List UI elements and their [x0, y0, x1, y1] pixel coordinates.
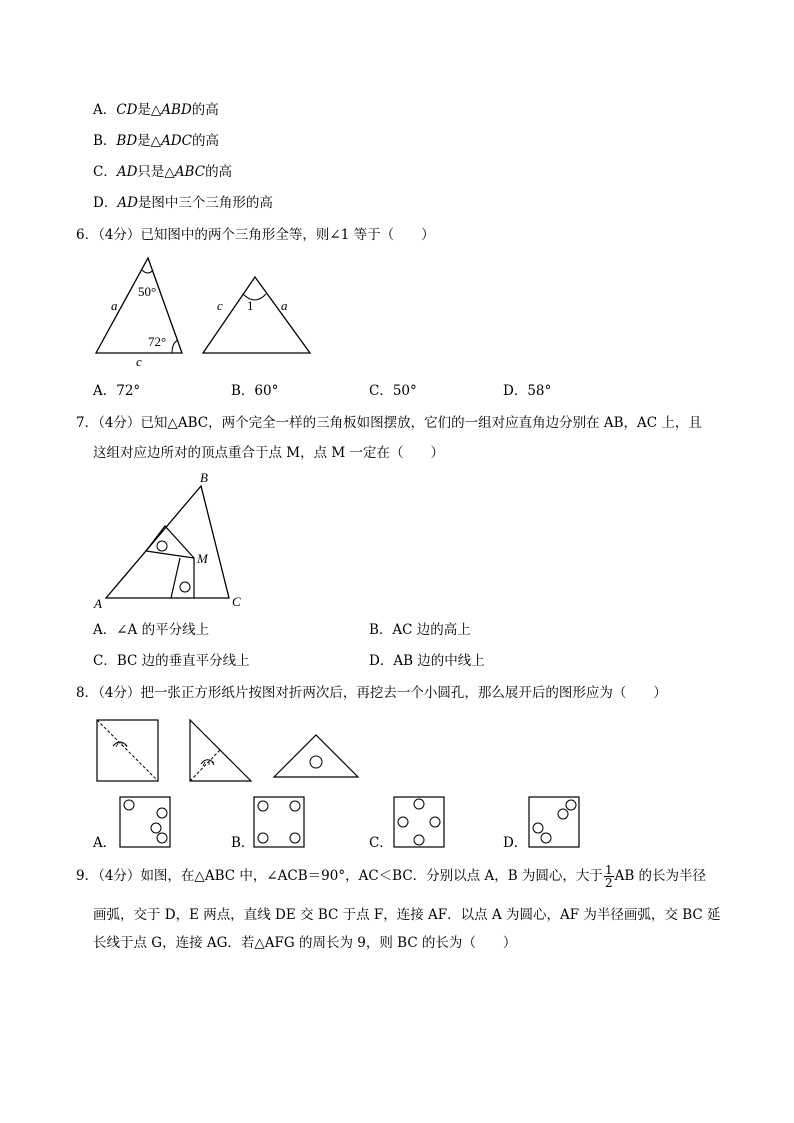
q7-stem-line1: 7．（4分）已知△ABC，两个完全一样的三角板如图摆放，它们的一组对应直角边分别在 AB，AC 上，且: [76, 415, 702, 431]
q6-stem: 6．（4分）已知图中的两个三角形全等，则∠1 等于（ ）: [76, 227, 435, 243]
q9-stem-line3: 长线于点 G，连接 AG．若△AFG 的周长为 9，则 BC 的长为（ ）: [93, 935, 517, 951]
q9-fraction: $\frac{1}{2}$: [604, 863, 613, 890]
q6-left-triangle: [96, 258, 182, 369]
q9-stem-line1: 9．（4分）如图，在△ABC 中，∠ACB＝90°，AC＜BC．分别以点 A，B 为圆心，大于 $\frac{1}{2}$ AB 的长为半径: [76, 863, 707, 890]
q8-choice-b: [254, 797, 304, 847]
q6-left-side-a: a: [111, 298, 118, 313]
q8-stem: 8．（4分）把一张正方形纸片按图对折两次后，再挖去一个小圆孔，那么展开后的图形应为（ ）: [76, 685, 667, 701]
q8-option-b-label: B．: [231, 835, 255, 851]
q5-option-d: D．AD是图中三个三角形的高: [93, 195, 273, 211]
q6-left-angle-right: 72°: [148, 334, 167, 349]
q6-option-d: D．58°: [503, 383, 552, 399]
q7-stem-line2: 这组对应边所对的顶点重合于点 M，点 M 一定在（ ）: [93, 445, 445, 461]
q8-option-a-label: A．: [93, 835, 117, 851]
q7-option-c: C．BC 边的垂直平分线上: [93, 653, 250, 669]
q7-option-b: B．AC 边的高上: [369, 622, 471, 638]
q6-right-angle-1: 1: [247, 298, 254, 313]
q6-right-triangle: [203, 277, 310, 353]
q7-option-a: A．∠A 的平分线上: [93, 622, 210, 638]
q7-label-a: A: [94, 596, 102, 611]
q8-option-d-label: D．: [503, 835, 528, 851]
q9-stem-line2: 画弧，交于 D，E 两点，直线 DE 交 BC 于点 F，连接 AF．以点 A 为圆心，AF 为半径画弧，交 BC 延: [93, 907, 721, 923]
q8-option-c-label: C．: [369, 835, 393, 851]
q6-right-side-c: c: [217, 298, 223, 313]
q6-option-c: C．50°: [369, 383, 417, 399]
q7-option-d: D．AB 边的中线上: [369, 653, 485, 669]
q6-left-angle-top: 50°: [138, 284, 157, 299]
q8-choice-c: [394, 797, 444, 847]
q8-choice-a: [120, 797, 170, 847]
q6-option-b: B．60°: [231, 383, 279, 399]
q6-left-side-c: c: [136, 354, 142, 369]
q7-label-m: M: [197, 551, 208, 566]
q8-choice-d: [529, 797, 579, 847]
q7-label-b: B: [200, 470, 208, 485]
q5-option-c: C．AD只是△ABC的高: [93, 164, 233, 180]
q8-fold-step-3: [274, 735, 358, 777]
q8-fold-step-2: [190, 720, 251, 781]
q8-fold-step-1: [97, 720, 158, 781]
q6-right-side-a: a: [281, 298, 288, 313]
q6-option-a: A．72°: [93, 383, 141, 399]
q7-label-c: C: [232, 594, 241, 609]
q5-option-a: A．CD是△ABD的高: [93, 102, 219, 118]
q5-option-b: B．BD是△ADC的高: [93, 133, 219, 149]
